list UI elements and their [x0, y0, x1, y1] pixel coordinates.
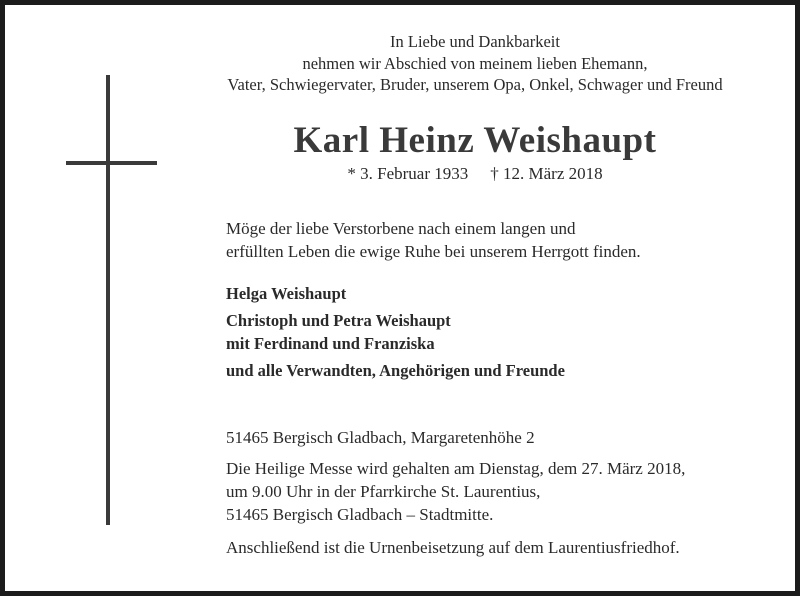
life-dates: [150, 164, 800, 184]
intro-line: In Liebe und Dankbarkeit: [390, 32, 560, 51]
mass-info: [226, 457, 685, 526]
cross-icon-horizontal: [66, 161, 157, 165]
wish-line: erfüllten Leben die ewige Ruhe bei unserem Herrgott finden.: [226, 242, 641, 261]
family-address: 51465 Bergisch Gladbach, Margaretenhöhe 2: [226, 428, 535, 447]
intro-line: Vater, Schwiegervater, Bruder, unserem Opa, Onkel, Schwager und Freund: [227, 75, 723, 94]
wish-line: Möge der liebe Verstorbene nach einem langen und: [226, 219, 576, 238]
mourner-children: Christoph und Petra Weishaupt: [226, 311, 451, 330]
memorial-wish: [226, 217, 641, 263]
mourners-list: [226, 282, 565, 382]
mass-line: um 9.00 Uhr in der Pfarrkirche St. Laurentius,: [226, 482, 541, 501]
intro-line: nehmen wir Abschied von meinem lieben Ehemann,: [302, 53, 648, 73]
mourner-grandchildren: mit Ferdinand und Franziska: [226, 334, 435, 353]
mass-line: 51465 Bergisch Gladbach – Stadtmitte.: [226, 505, 494, 524]
deceased-name: Karl Heinz Weishaupt: [293, 120, 657, 161]
death-date: † 12. März 2018: [490, 164, 603, 183]
intro-text: [150, 31, 800, 96]
birth-date: * 3. Februar 1933: [347, 164, 469, 183]
burial-info: Anschließend ist die Urnenbeisetzung auf dem Laurentiusfriedhof.: [226, 538, 680, 557]
mass-line: Die Heilige Messe wird gehalten am Dienstag, dem 27. März 2018,: [226, 459, 686, 478]
mourner-spouse: Helga Weishaupt: [226, 284, 347, 303]
cross-icon-vertical: [106, 75, 110, 525]
mourner-others: und alle Verwandten, Angehörigen und Freunde: [226, 361, 565, 380]
